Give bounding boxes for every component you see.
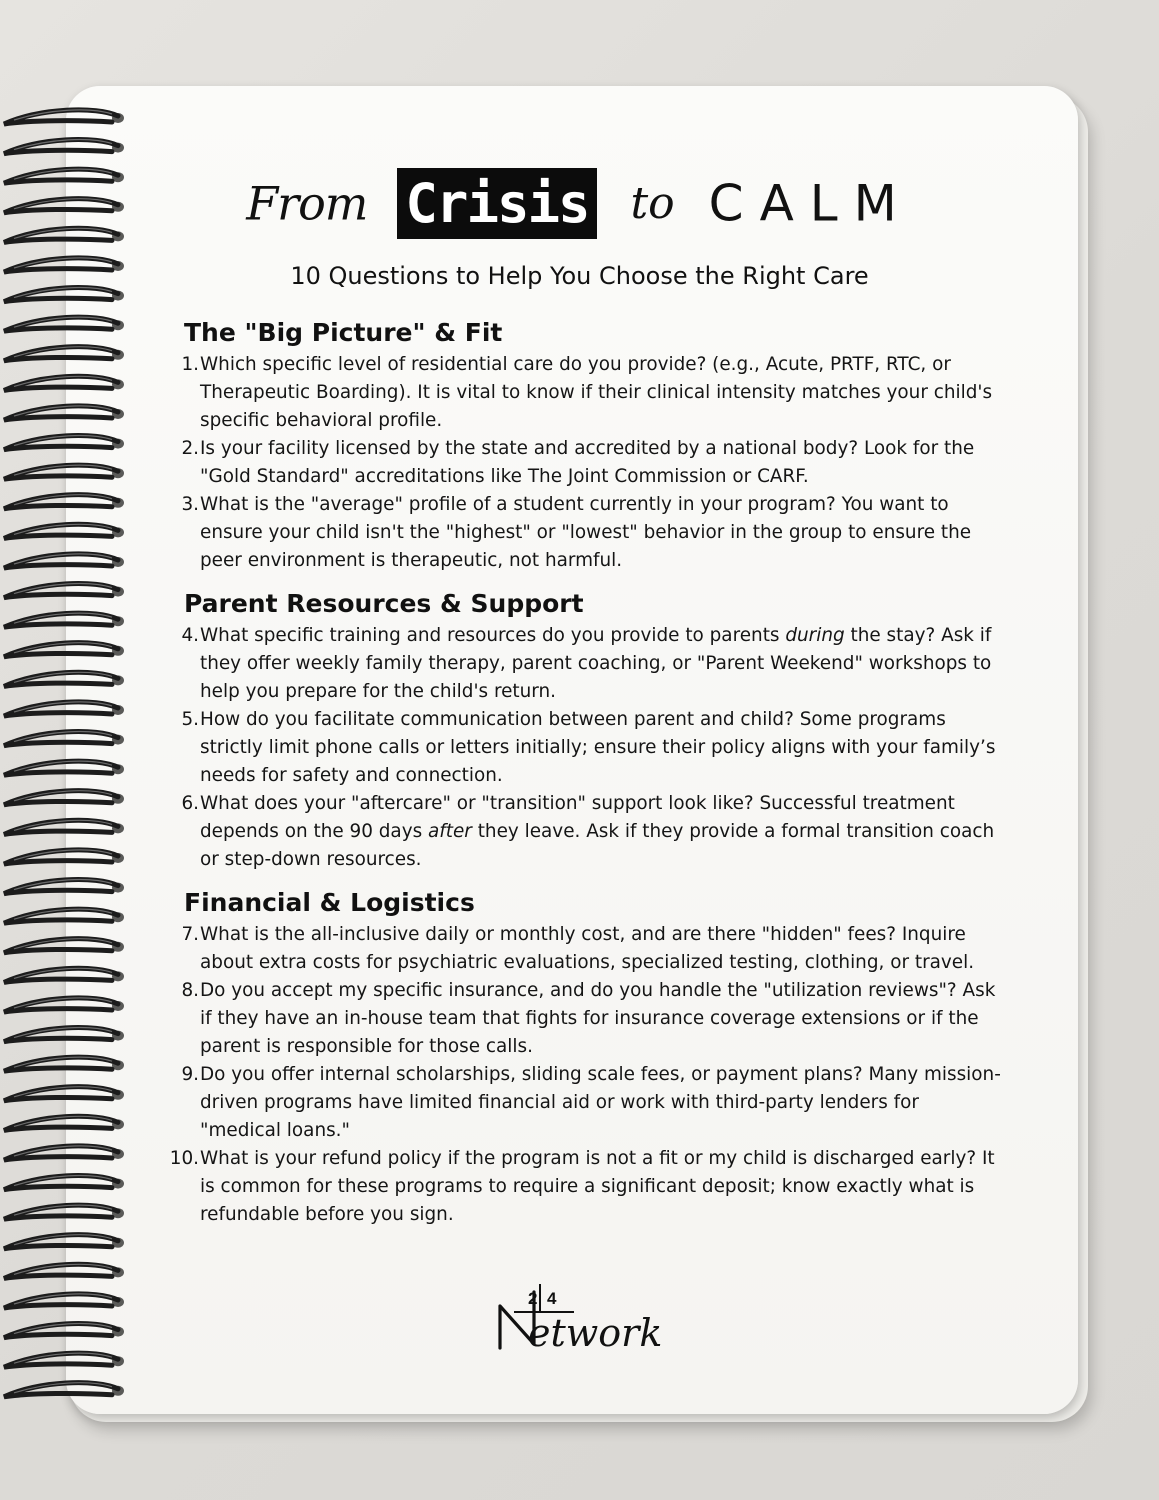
spiral-ring [4,1264,124,1278]
spiral-ring [4,761,124,775]
spiral-ring [4,1235,124,1249]
spiral-ring [4,1383,124,1397]
title-from: From [246,176,368,231]
spiral-ring [4,406,124,420]
network-logo [494,1282,684,1362]
spiral-ring [4,1116,124,1130]
question-item [172,790,1002,874]
question-item [172,921,1002,977]
question-number: 2. [181,438,199,459]
question-text: What is your refund policy if the program is not a fit or my child is discharged early? It is common for these programs to require a significant deposit; know exactly what is refundable before you sign. [200,1148,995,1225]
question-item [172,977,1002,1061]
logo-digit-2: 2 [528,1289,538,1308]
spiral-ring [4,376,124,390]
question-text-continued: the stay? Ask if they offer weekly family therapy, parent coaching, or "Parent Weekend" workshops to help you prepare for the child's return. [200,625,992,702]
question-item [172,622,1002,706]
spiral-ring [4,317,124,331]
question-text: What specific training and resources do you provide to parents [200,625,786,646]
spiral-ring [4,850,124,864]
section-3 [169,888,1002,1229]
spiral-ring [4,791,124,805]
question-text: Which specific level of residential care do you provide? (e.g., Acute, PRTF, RTC, or Therapeutic Boarding). It is vital to know if their clinical intensity matches your child's specific behavioral profile. [200,354,993,431]
spiral-ring [4,1205,124,1219]
question-text: What does your "aftercare" or "transition" support look like? Successful treatment depends on the 90 days [200,793,955,842]
question-text: Do you offer internal scholarships, sliding scale fees, or payment plans? Many mission-driven programs have limited financial aid or work with third-party lenders for "medical loans." [200,1064,1001,1141]
question-item [172,706,1002,790]
question-number: 1. [181,354,199,375]
question-number: 6. [181,793,199,814]
spiral-ring [4,583,124,597]
spiral-ring [4,495,124,509]
spiral-ring [4,643,124,657]
question-emphasis: after [428,821,472,842]
spiral-ring [4,998,124,1012]
question-item [172,435,1002,491]
spiral-ring [4,1294,124,1308]
question-item [172,491,1002,575]
question-item [169,1145,1002,1229]
spiral-ring [4,524,124,538]
question-item [172,351,1002,435]
logo-wordmark: etwork [528,1311,663,1355]
section-heading: Parent Resources & Support [184,589,584,618]
question-item [172,1061,1002,1145]
section-1 [172,318,1002,575]
question-number: 10. [169,1148,199,1169]
spiral-ring [4,968,124,982]
title-calm: CALM [708,174,913,233]
section-heading: The "Big Picture" & Fit [184,318,503,347]
question-text-continued: they leave. Ask if they provide a formal transition coach or step-down resources. [200,821,995,870]
spiral-ring [4,879,124,893]
spiral-ring [4,672,124,686]
question-emphasis: during [785,625,845,646]
questions-list [169,318,1002,1243]
spiral-ring [4,731,124,745]
spiral-ring [4,702,124,716]
spiral-ring [4,909,124,923]
question-text: What is the all-inclusive daily or monthly cost, and are there "hidden" fees? Inquire about extra costs for psychiatric evaluations, specialized testing, clothing, or travel. [200,924,975,973]
question-number: 7. [181,924,199,945]
question-text: Is your facility licensed by the state and accredited by a national body? Look for the "Gold Standard" accreditations like The Joint Commission or CARF. [200,438,975,487]
spiral-binding [0,98,140,1418]
section-2 [172,589,1002,874]
question-text: What is the "average" profile of a student currently in your program? You want to ensure your child isn't the "highest" or "lowest" behavior in the group to ensure the peer environment is therapeutic, not harmful. [200,494,972,571]
spiral-ring [4,139,124,153]
spiral-ring [4,1323,124,1337]
section-heading: Financial & Logistics [184,888,475,917]
question-number: 5. [181,709,199,730]
spiral-ring [4,435,124,449]
question-text: How do you facilitate communication between parent and child? Some programs strictly limit phone calls or letters initially; ensure their policy aligns with your family’s needs for safety and connection. [200,709,996,786]
title-crisis-block: Crisis [397,168,596,239]
spiral-ring [4,1057,124,1071]
spiral-ring [4,1087,124,1101]
spiral-ring [4,110,124,124]
question-number: 9. [181,1064,199,1085]
spiral-ring [4,613,124,627]
spiral-ring [4,1175,124,1189]
page-title [0,168,1159,239]
spiral-ring [4,1146,124,1160]
spiral-ring [4,465,124,479]
page-subtitle: 10 Questions to Help You Choose the Right Care [290,262,869,290]
spiral-ring [4,347,124,361]
question-number: 4. [181,625,199,646]
question-text: Do you accept my specific insurance, and do you handle the "utilization reviews"? Ask if they have an in-house team that fights for insurance coverage extensions or if the parent is responsible for those calls. [200,980,996,1057]
spiral-ring [4,1353,124,1367]
spiral-ring [4,1027,124,1041]
logo-digit-4: 4 [547,1289,557,1308]
spiral-ring [4,939,124,953]
question-number: 8. [181,980,199,1001]
question-number: 3. [181,494,199,515]
spiral-ring [4,820,124,834]
title-to: to [630,178,675,229]
spiral-ring [4,554,124,568]
